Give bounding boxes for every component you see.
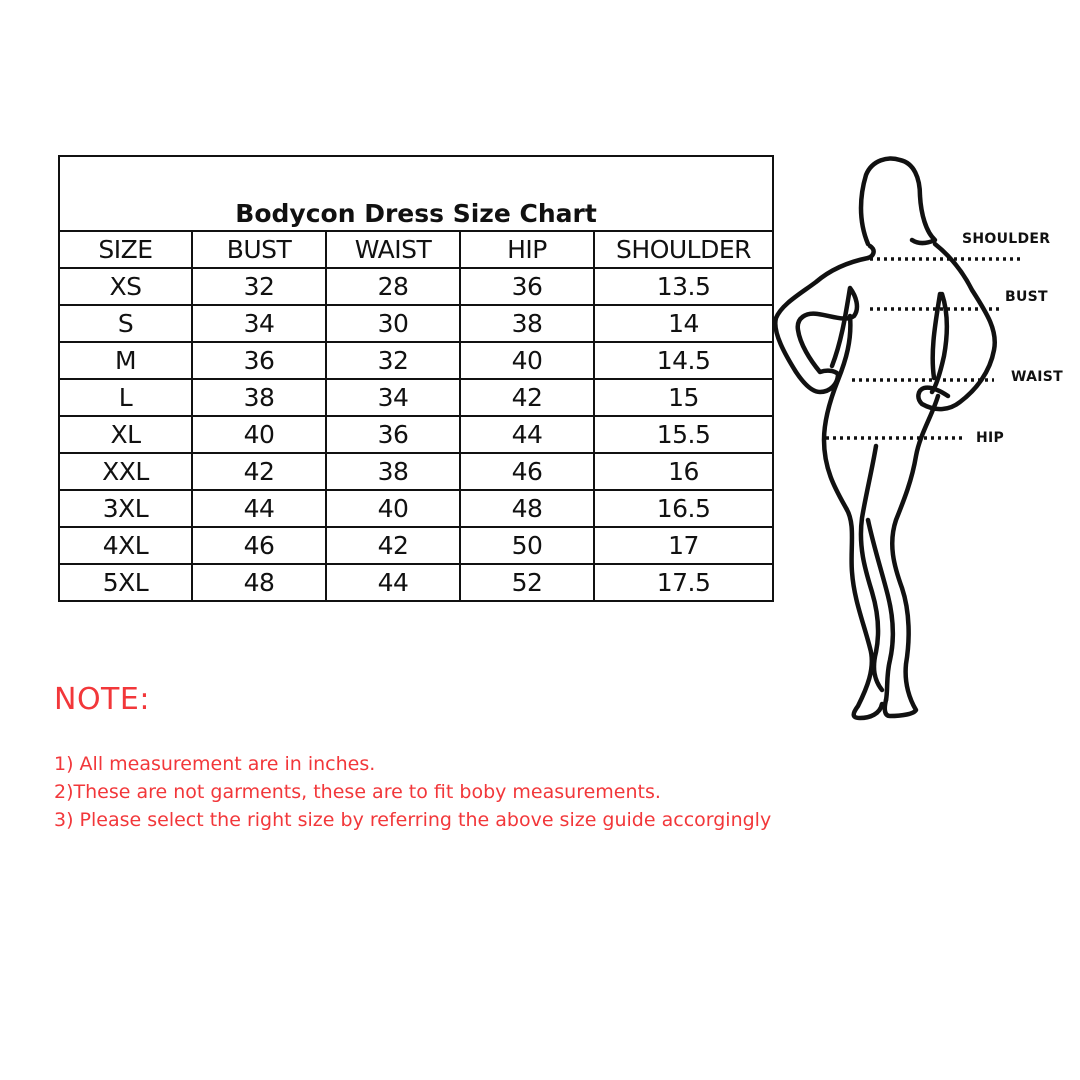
chart-title: Bodycon Dress Size Chart <box>59 156 773 231</box>
table-cell: 32 <box>326 342 460 379</box>
left-arm-outline <box>775 258 868 392</box>
header-bust: BUST <box>192 231 326 268</box>
header-row <box>59 231 773 268</box>
note-item: 1) All measurement are in inches. <box>54 753 376 775</box>
table-cell: 5XL <box>59 564 192 601</box>
header-size: SIZE <box>59 231 192 268</box>
table-cell: 13.5 <box>594 268 773 305</box>
table-row <box>59 453 773 490</box>
table-cell: M <box>59 342 192 379</box>
note-item: 3) Please select the right size by referring the above size guide accorgingly <box>54 809 772 831</box>
table-cell: 28 <box>326 268 460 305</box>
table-cell: 14 <box>594 305 773 342</box>
table-cell: 46 <box>460 453 594 490</box>
table-cell: 44 <box>460 416 594 453</box>
label-shoulder: SHOULDER <box>962 231 1051 247</box>
table-row <box>59 564 773 601</box>
table-cell: 50 <box>460 527 594 564</box>
table-cell: 16.5 <box>594 490 773 527</box>
table-cell: XS <box>59 268 192 305</box>
table-row <box>59 268 773 305</box>
table-cell: 44 <box>192 490 326 527</box>
size-rows <box>59 268 773 601</box>
table-cell: 40 <box>460 342 594 379</box>
table-cell: 44 <box>326 564 460 601</box>
note-item: 2)These are not garments, these are to fit boby measurements. <box>54 781 661 803</box>
table-cell: 17.5 <box>594 564 773 601</box>
header-shoulder: SHOULDER <box>594 231 773 268</box>
table-cell: 15.5 <box>594 416 773 453</box>
table-cell: 14.5 <box>594 342 773 379</box>
torso-right-outline <box>885 396 938 716</box>
table-cell: L <box>59 379 192 416</box>
table-cell: 48 <box>192 564 326 601</box>
note-list <box>54 750 771 834</box>
table-cell: S <box>59 305 192 342</box>
right-arm-outline <box>918 244 994 409</box>
table-row <box>59 342 773 379</box>
table-cell: 38 <box>460 305 594 342</box>
label-waist: WAIST <box>1011 369 1063 385</box>
table-cell: 34 <box>192 305 326 342</box>
table-row <box>59 305 773 342</box>
note-title: NOTE: <box>54 682 150 717</box>
table-cell: 30 <box>326 305 460 342</box>
table-cell: 38 <box>192 379 326 416</box>
table-cell: 36 <box>326 416 460 453</box>
table-cell: 42 <box>326 527 460 564</box>
table-cell: 46 <box>192 527 326 564</box>
table-row <box>59 416 773 453</box>
table-cell: 40 <box>326 490 460 527</box>
header-waist: WAIST <box>326 231 460 268</box>
table-row <box>59 527 773 564</box>
table-cell: 32 <box>192 268 326 305</box>
size-chart-table <box>58 155 774 602</box>
table-cell: XL <box>59 416 192 453</box>
table-cell: 40 <box>192 416 326 453</box>
table-cell: 4XL <box>59 527 192 564</box>
table-cell: 34 <box>326 379 460 416</box>
table-cell: 15 <box>594 379 773 416</box>
table-cell: 48 <box>460 490 594 527</box>
table-cell: 42 <box>192 453 326 490</box>
table-cell: 36 <box>192 342 326 379</box>
table-cell: 36 <box>460 268 594 305</box>
head-outline <box>861 159 935 244</box>
table-cell: 38 <box>326 453 460 490</box>
table-row <box>59 490 773 527</box>
table-cell: 3XL <box>59 490 192 527</box>
table-row <box>59 379 773 416</box>
label-bust: BUST <box>1005 289 1048 305</box>
table-cell: 42 <box>460 379 594 416</box>
header-hip: HIP <box>460 231 594 268</box>
table-cell: XXL <box>59 453 192 490</box>
table-cell: 16 <box>594 453 773 490</box>
label-hip: HIP <box>976 430 1005 446</box>
table-cell: 17 <box>594 527 773 564</box>
table-cell: 52 <box>460 564 594 601</box>
